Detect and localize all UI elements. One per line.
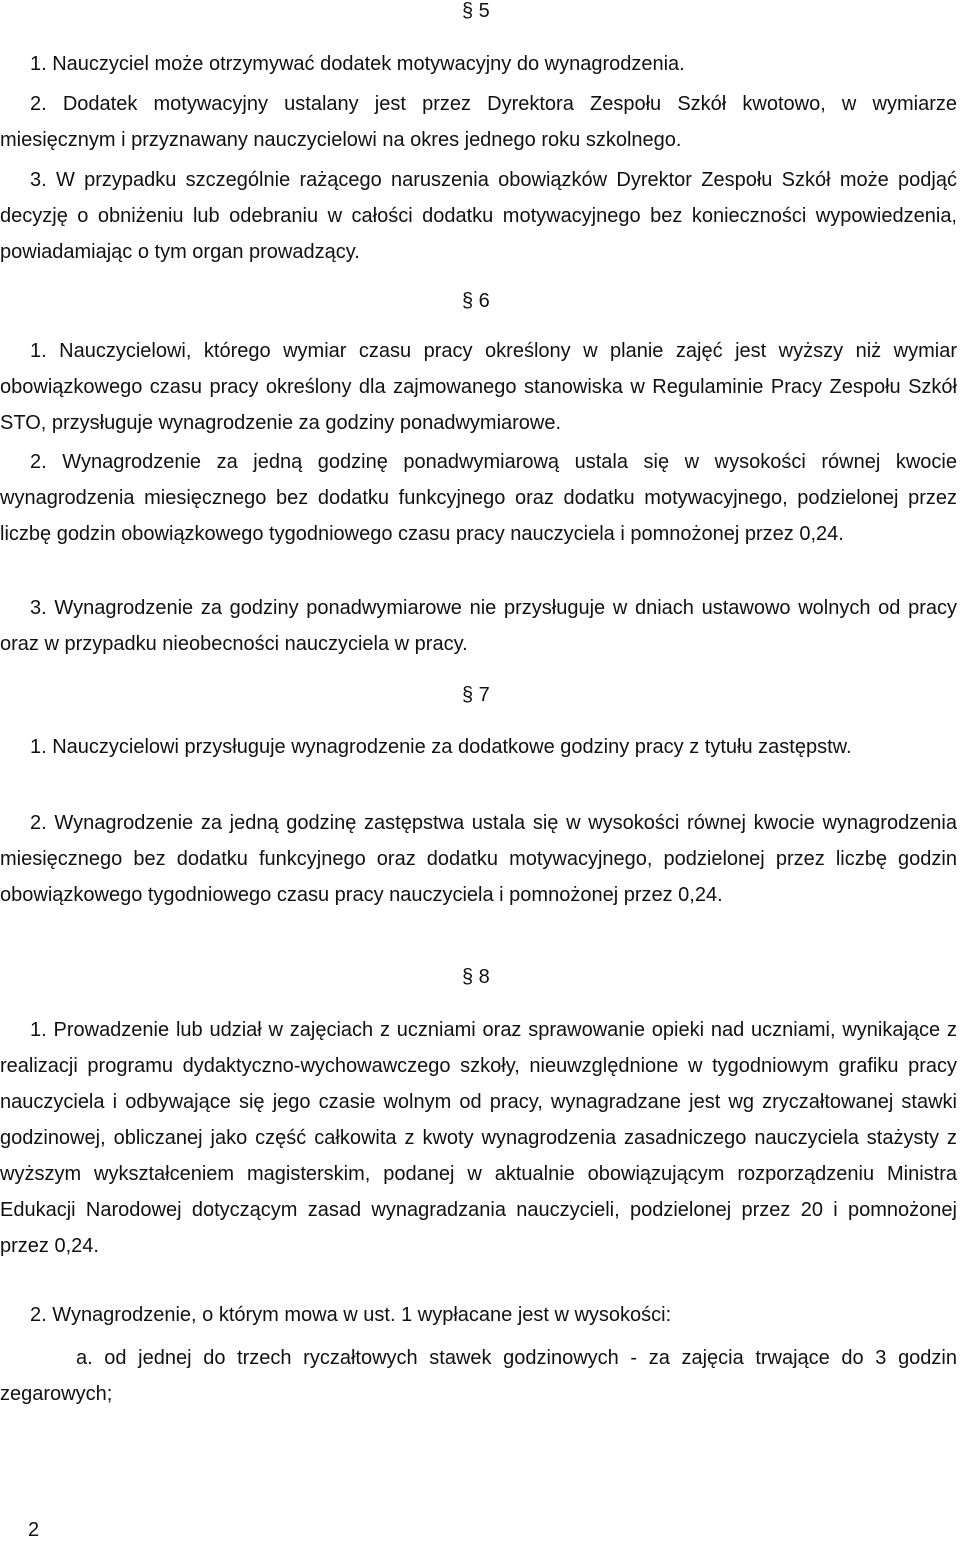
section-7-paragraph-1: 1. Nauczycielowi przysługuje wynagrodzenie za dodatkowe godziny pracy z tytułu zastępstw. xyxy=(30,736,852,758)
section-6-paragraph-3: 3. Wynagrodzenie za godziny ponadwymiarowe nie przysługuje w dniach ustawowo wolnych od pracy oraz w przypadku nieobecności nauczyciela w pracy. xyxy=(0,597,957,655)
section-8-paragraph-1: 1. Prowadzenie lub udział w zajęciach z uczniami oraz sprawowanie opieki nad uczniami, wynikające z realizacji programu dydaktyczno-wychowawczego szkoły, nieuwzględnione w tygodniowym grafiku pracy nauczyciela i odbywające się jego czasie wolnym od pracy, wynagradzane jest wg zryczałtowanej stawki godzinowej, obliczanej jako część całkowita z kwoty wynagrodzenia zasadniczego nauczyciela stażysty z wyższym wykształceniem magisterskim, podanej w aktualnie obowiązującym rozporządzeniu Ministra Edukacji Narodowej dotyczącym zasad wynagradzania nauczycieli, podzielonej przez 20 i pomnożonej przez 0,24. xyxy=(0,1019,957,1257)
section-5-paragraph-2: 2. Dodatek motywacyjny ustalany jest przez Dyrektora Zespołu Szkół kwotowo, w wymiarze miesięcznym i przyznawany nauczycielowi na okres jednego roku szkolnego. xyxy=(0,93,957,151)
section-6-paragraph-2: 2. Wynagrodzenie za jedną godzinę ponadwymiarową ustala się w wysokości równej kwocie wynagrodzenia miesięcznego bez dodatku funkcyjnego oraz dodatku motywacyjnego, podzielonej przez liczbę godzin obowiązkowego tygodniowego czasu pracy nauczyciela i pomnożonej przez 0,24. xyxy=(0,451,957,545)
page-number: 2 xyxy=(28,1519,40,1541)
section-6-paragraph-1: 1. Nauczycielowi, którego wymiar czasu pracy określony w planie zajęć jest wyższy niż wymiar obowiązkowego czasu pracy określony dla zajmowanego stanowiska w Regulaminie Pracy Zespołu Szkół STO, przysługuje wynagrodzenie za godziny ponadwymiarowe. xyxy=(0,340,957,434)
section-8-paragraph-2: 2. Wynagrodzenie, o którym mowa w ust. 1 wypłacane jest w wysokości: xyxy=(30,1304,672,1326)
section-7-paragraph-2: 2. Wynagrodzenie za jedną godzinę zastępstwa ustala się w wysokości równej kwocie wynagrodzenia miesięcznego bez dodatku funkcyjnego oraz dodatku motywacyjnego, podzielonej przez liczbę godzin obowiązkowego tygodniowego czasu pracy nauczyciela i pomnożonej przez 0,24. xyxy=(0,812,957,906)
section-5-paragraph-1: 1. Nauczyciel może otrzymywać dodatek motywacyjny do wynagrodzenia. xyxy=(30,53,685,75)
section-7-heading: § 7 xyxy=(462,684,490,706)
section-5-paragraph-3: 3. W przypadku szczególnie rażącego naruszenia obowiązków Dyrektor Zespołu Szkół może podjąć decyzję o obniżeniu lub odebraniu w całości dodatku motywacyjnego bez konieczności wypowiedzenia, powiadamiając o tym organ prowadzący. xyxy=(0,169,957,263)
section-8-heading: § 8 xyxy=(462,966,490,988)
section-5-heading: § 5 xyxy=(462,0,490,22)
section-6-heading: § 6 xyxy=(462,290,490,312)
section-8-paragraph-2a: a. od jednej do trzech ryczałtowych stawek godzinowych - za zajęcia trwające do 3 godzin zegarowych; xyxy=(0,1347,957,1405)
